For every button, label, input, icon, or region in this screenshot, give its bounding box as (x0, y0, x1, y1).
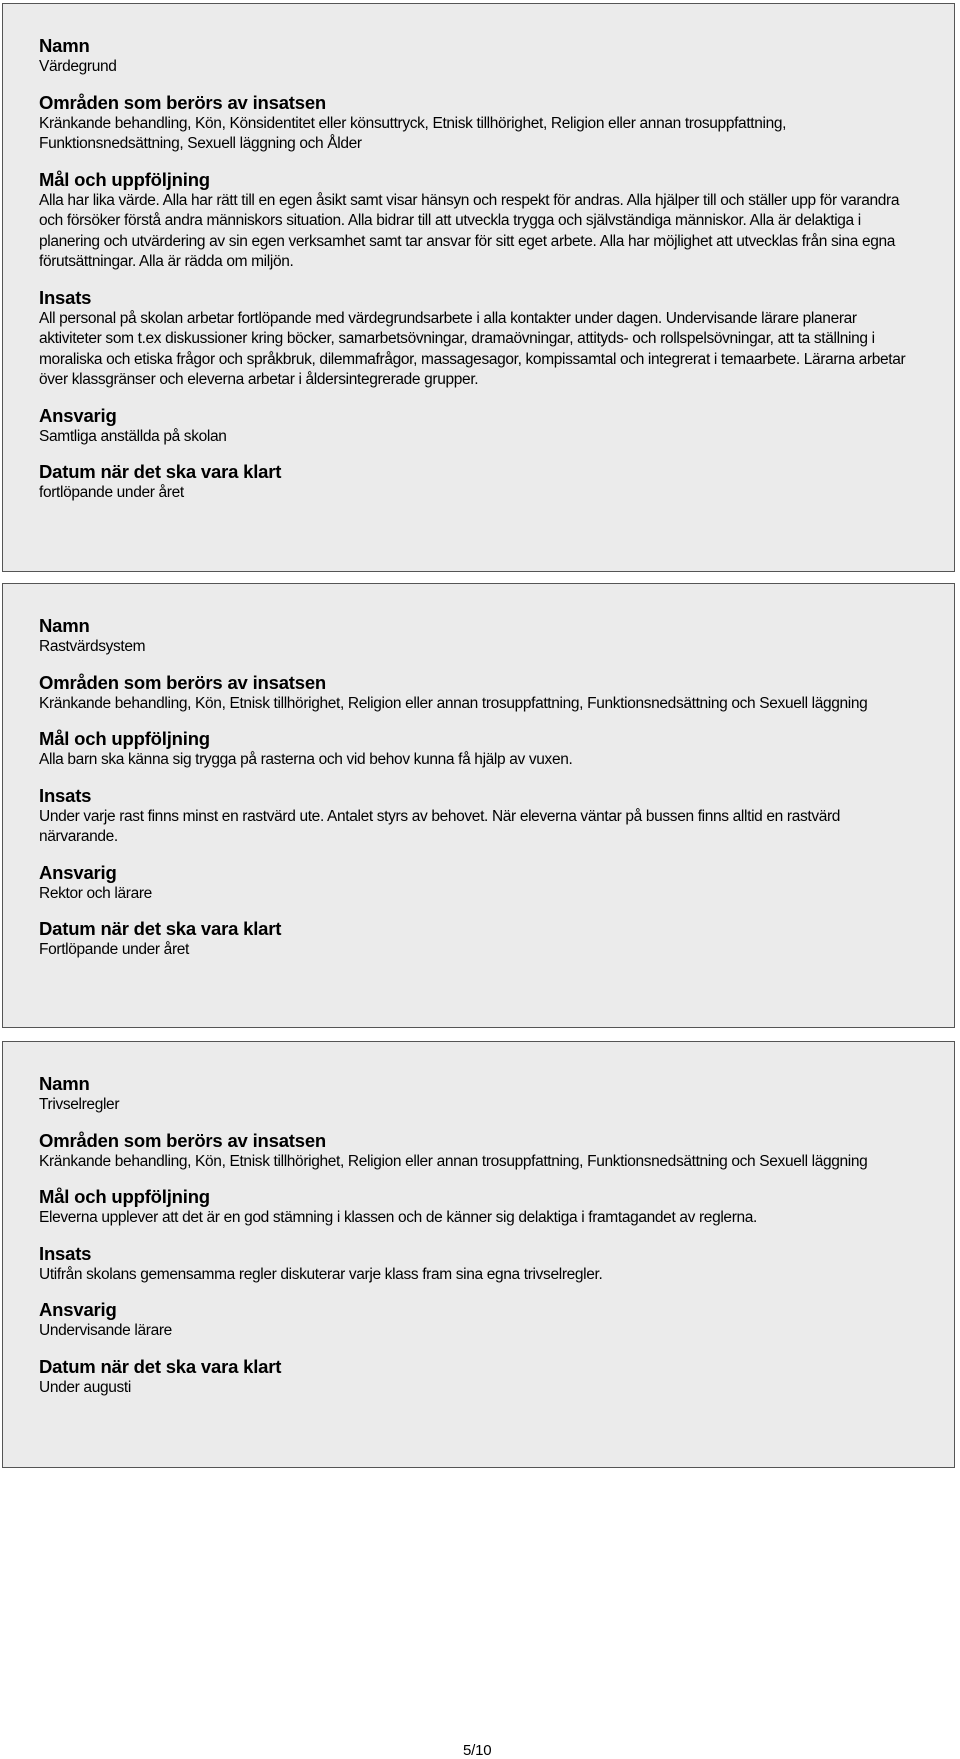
areas-heading: Områden som berörs av insatsen (39, 1129, 327, 1151)
areas-field (39, 91, 918, 155)
goal-value: Alla har lika värde. Alla har rätt till en egen åsikt samt visar hänsyn och respekt för andras. Alla hjälper till och ställer upp för varandra och försöker förstå andra människors situation. Alla bidrar till att utveckla trygga och självständiga människor. Alla är delaktiga i planering och utvärdering av sin egen verksamhet samt tar ansvar för sitt eget arbete. Alla har möjlighet att utvecklas från sina egna förutsättningar. Alla är rädda om miljön. (39, 191, 900, 270)
deadline-value: Under augusti (39, 1378, 131, 1396)
deadline-value: fortlöpande under året (39, 484, 184, 501)
responsible-heading: Ansvarig (39, 861, 117, 883)
goal-heading: Mål och uppföljning (39, 728, 210, 749)
areas-field (39, 671, 918, 715)
goal-value: Alla barn ska känna sig trygga på rasterna och vid behov kunna få hjälp av vuxen. (39, 751, 573, 768)
name-field (39, 614, 918, 658)
areas-value: Kränkande behandling, Kön, Etnisk tillhörighet, Religion eller annan trosuppfattning, Funktionsnedsättning och Sexuell läggning (39, 1152, 868, 1170)
areas-value: Kränkande behandling, Kön, Etnisk tillhörighet, Religion eller annan trosuppfattning, Funktionsnedsättning och Sexuell läggning (39, 694, 868, 712)
action-heading: Insats (39, 784, 92, 806)
goal-field (39, 1185, 918, 1229)
responsible-value: Rektor och lärare (39, 884, 152, 902)
action-card-trivselregler (2, 1041, 955, 1468)
name-heading: Namn (39, 35, 90, 56)
deadline-field (39, 1355, 918, 1399)
name-value: Rastvärdsystem (39, 638, 146, 655)
name-heading: Namn (39, 615, 90, 636)
name-heading: Namn (39, 1073, 90, 1094)
responsible-field (39, 404, 918, 448)
name-field (39, 1072, 918, 1116)
action-heading: Insats (39, 286, 92, 308)
action-value: All personal på skolan arbetar fortlöpande med värdegrundsarbete i alla kontakter under dagen. Undervisande lärare planerar aktiviteter som t.ex diskussioner kring böcker, samarbetsövningar, dramaövningar, attityds- och rollspelsövningar, att ta ställning i moraliska och etiska frågor och språkbruk, dilemmafrågor, massagesagor, kompissamtal och integrerat i temaarbete. Lärarna arbetar över klassgränser och eleverna arbetar i åldersintegrerade grupper. (39, 309, 906, 388)
deadline-value: Fortlöpande under året (39, 941, 189, 958)
deadline-heading: Datum när det ska vara klart (39, 461, 282, 482)
action-field (39, 286, 918, 391)
name-field (39, 34, 918, 78)
goal-value: Eleverna upplever att det är en god stämning i klassen och de känner sig delaktiga i framtagandet av reglerna. (39, 1209, 758, 1226)
action-field (39, 784, 918, 848)
deadline-field (39, 917, 918, 961)
action-card-vardegrund (2, 3, 955, 572)
deadline-heading: Datum när det ska vara klart (39, 918, 282, 939)
areas-heading: Områden som berörs av insatsen (39, 91, 327, 113)
deadline-heading: Datum när det ska vara klart (39, 1355, 282, 1377)
name-value: Trivselregler (39, 1096, 120, 1113)
page-number: 5/10 (463, 1742, 492, 1759)
responsible-value: Samtliga anställda på skolan (39, 427, 227, 445)
responsible-field (39, 861, 918, 905)
goal-field (39, 168, 918, 273)
action-value: Utifrån skolans gemensamma regler diskuterar varje klass fram sina egna trivselregler. (39, 1265, 603, 1283)
action-heading: Insats (39, 1242, 92, 1264)
responsible-value: Undervisande lärare (39, 1322, 172, 1339)
action-value: Under varje rast finns minst en rastvärd ute. Antalet styrs av behovet. När eleverna väntar på bussen finns alltid en rastvärd närvarande. (39, 807, 841, 845)
areas-heading: Områden som berörs av insatsen (39, 671, 327, 693)
goal-heading: Mål och uppföljning (39, 1186, 210, 1207)
areas-field (39, 1129, 918, 1173)
areas-value: Kränkande behandling, Kön, Könsidentitet eller könsuttryck, Etnisk tillhörighet, Religion eller annan trosuppfattning, Funktionsnedsättning, Sexuell läggning och Ålder (39, 114, 787, 152)
responsible-heading: Ansvarig (39, 404, 117, 426)
responsible-field (39, 1298, 918, 1342)
responsible-heading: Ansvarig (39, 1299, 117, 1320)
deadline-field (39, 460, 918, 504)
name-value: Värdegrund (39, 58, 117, 75)
goal-field (39, 727, 918, 771)
action-card-rastvardsystem (2, 583, 955, 1028)
action-field (39, 1242, 918, 1286)
goal-heading: Mål och uppföljning (39, 168, 210, 190)
